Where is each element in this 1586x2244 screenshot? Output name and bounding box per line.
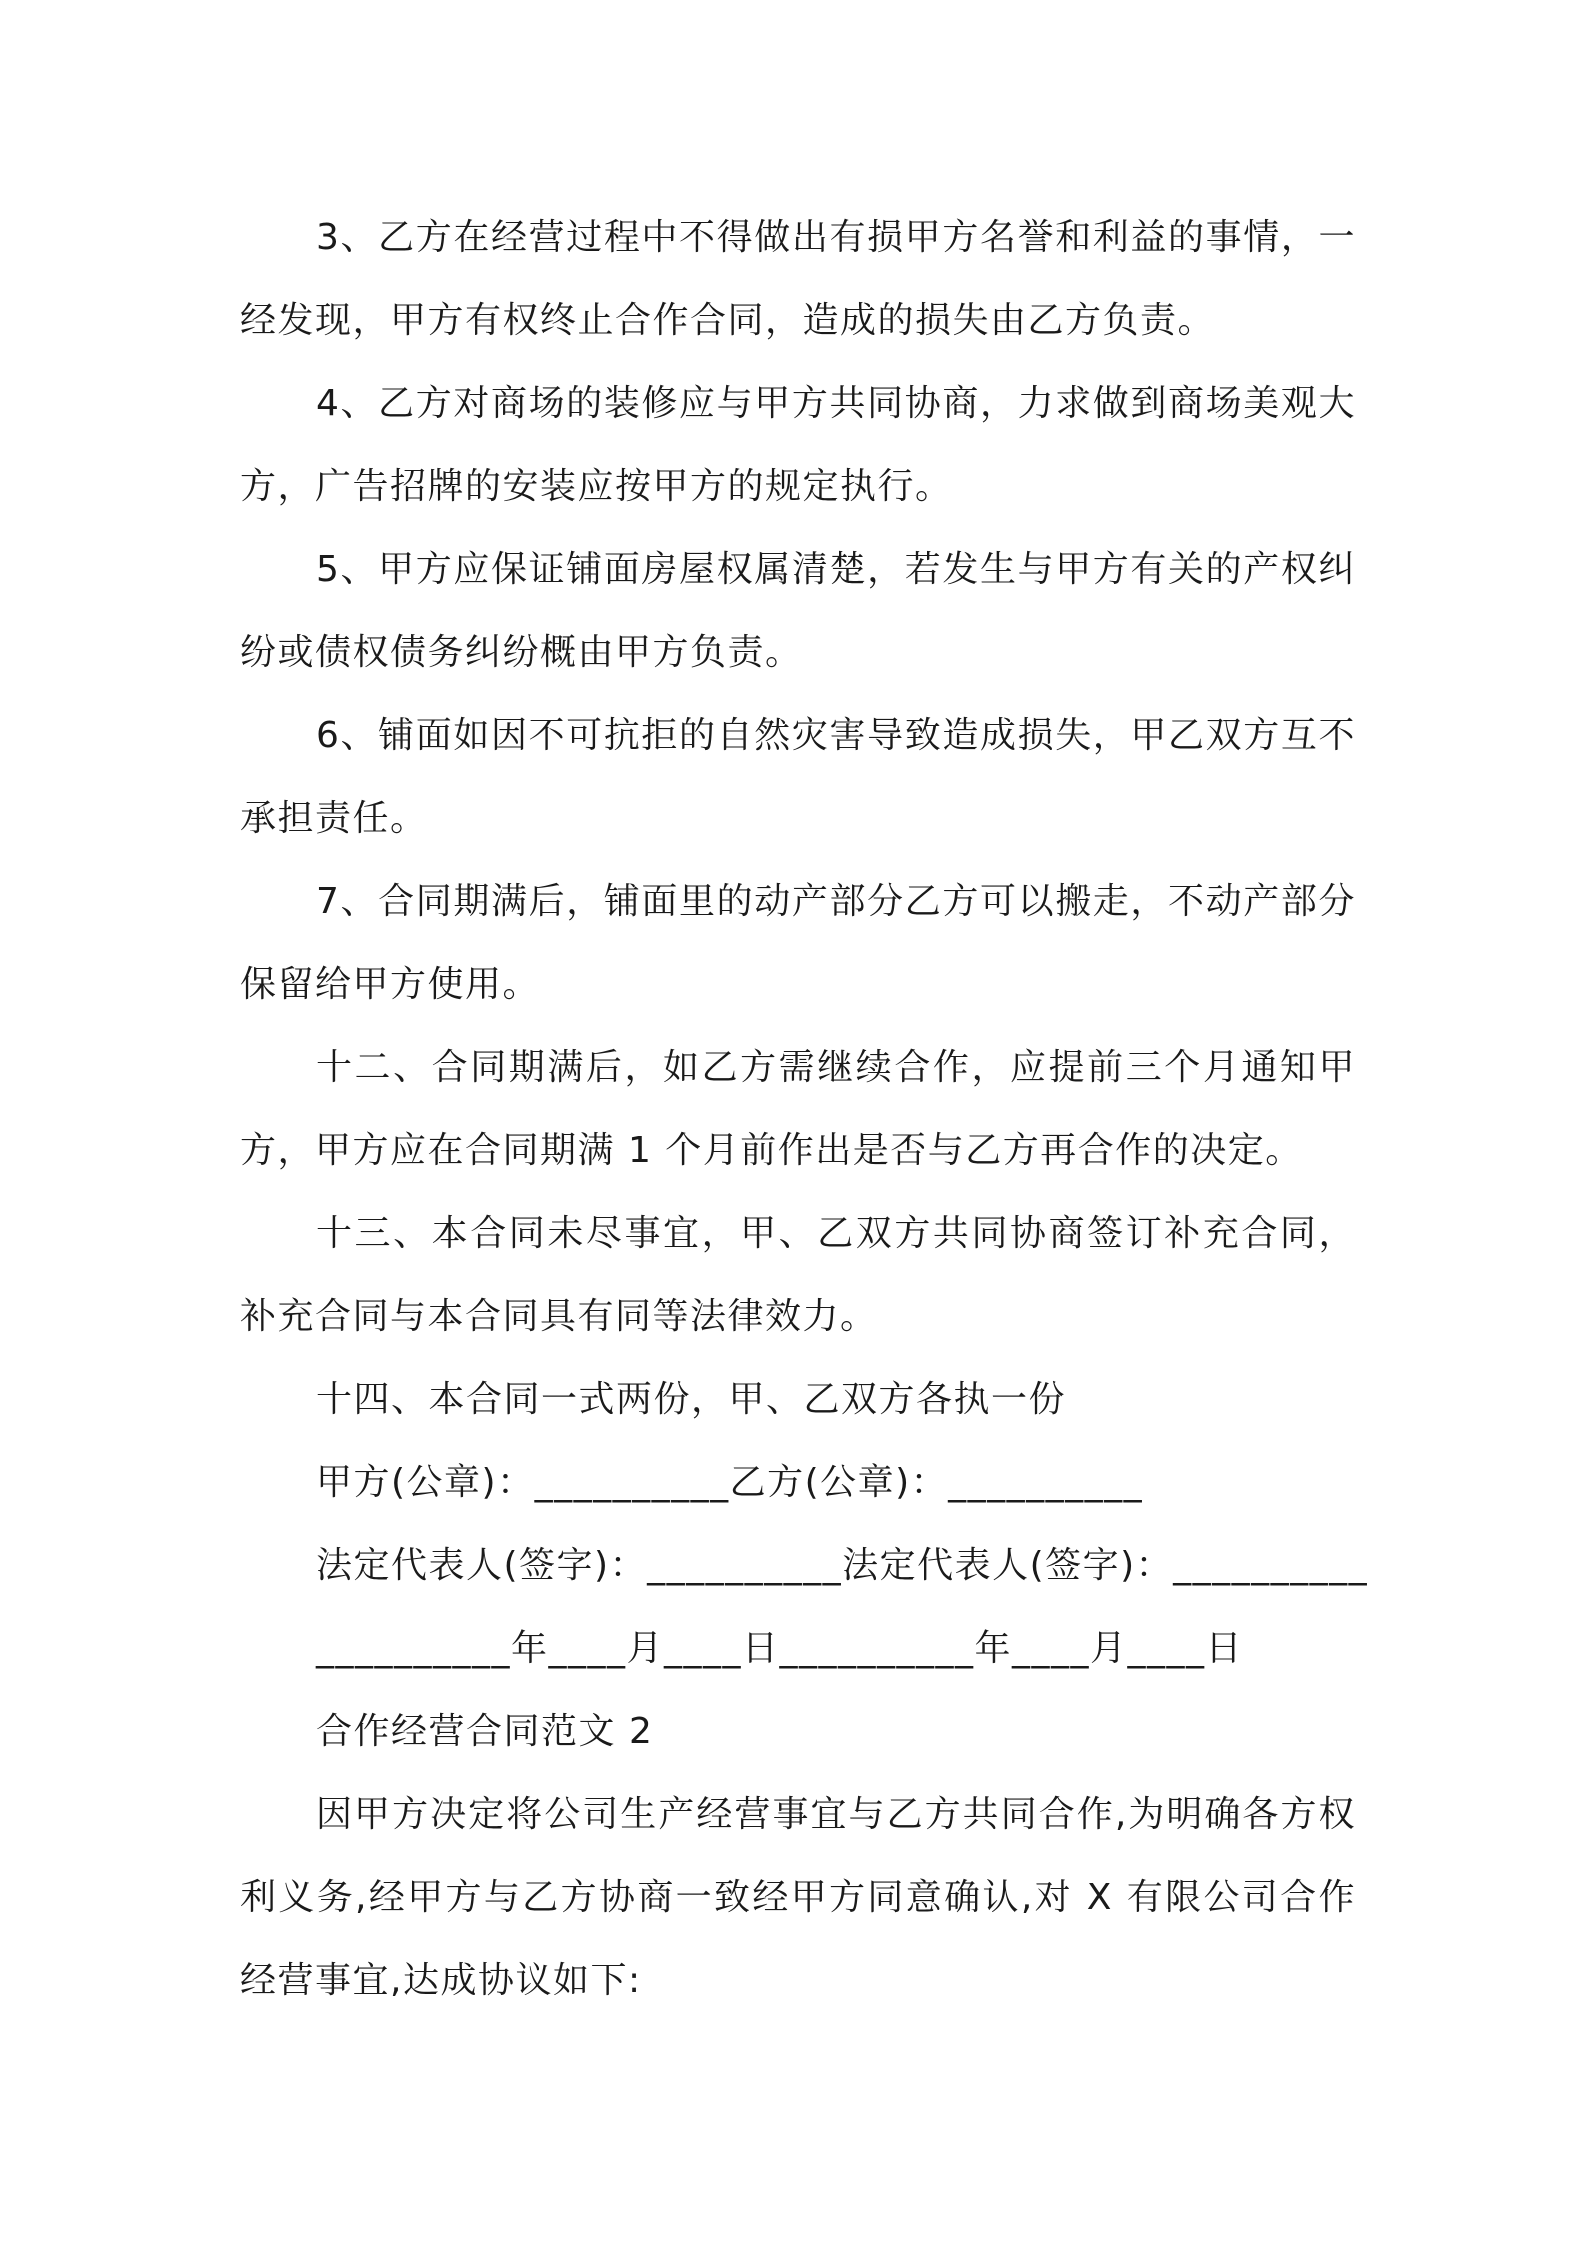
- signature-representative-line: 法定代表人(签字)：__________法定代表人(签字)：__________: [316, 1545, 1369, 1586]
- clause-4: 4、乙方对商场的装修应与甲方共同协商，力求做到商场美观大方，广告招牌的安装应按甲方的规定执行。: [240, 383, 1356, 507]
- clause-7: 7、合同期满后，铺面里的动产部分乙方可以搬走，不动产部分保留给甲方使用。: [240, 881, 1356, 1005]
- document-body: [240, 196, 1369, 2022]
- signature-seal-line: 甲方(公章)：__________乙方(公章)：__________: [316, 1462, 1144, 1503]
- signature-date-line: __________年____月____日__________年____月____日: [316, 1628, 1243, 1669]
- clause-3: 3、乙方在经营过程中不得做出有损甲方名誉和利益的事情，一经发现，甲方有权终止合作合同，造成的损失由乙方负责。: [240, 217, 1356, 341]
- clause-6: 6、铺面如因不可抗拒的自然灾害导致造成损失，甲乙双方互不承担责任。: [240, 715, 1356, 839]
- clause-12: 十二、合同期满后，如乙方需继续合作，应提前三个月通知甲方，甲方应在合同期满 1 个月前作出是否与乙方再合作的决定。: [240, 1047, 1356, 1171]
- section-title: 合作经营合同范文 2: [316, 1711, 654, 1752]
- clause-14: 十四、本合同一式两份，甲、乙双方各执一份: [316, 1379, 1067, 1420]
- clause-5: 5、甲方应保证铺面房屋权属清楚，若发生与甲方有关的产权纠纷或债权债务纠纷概由甲方负责。: [240, 549, 1356, 673]
- clause-13: 十三、本合同未尽事宜，甲、乙双方共同协商签订补充合同，补充合同与本合同具有同等法律效力。: [240, 1213, 1356, 1337]
- intro-paragraph: 因甲方决定将公司生产经营事宜与乙方共同合作,为明确各方权利义务,经甲方与乙方协商一致经甲方同意确认,对 X 有限公司合作经营事宜,达成协议如下:: [240, 1794, 1356, 2001]
